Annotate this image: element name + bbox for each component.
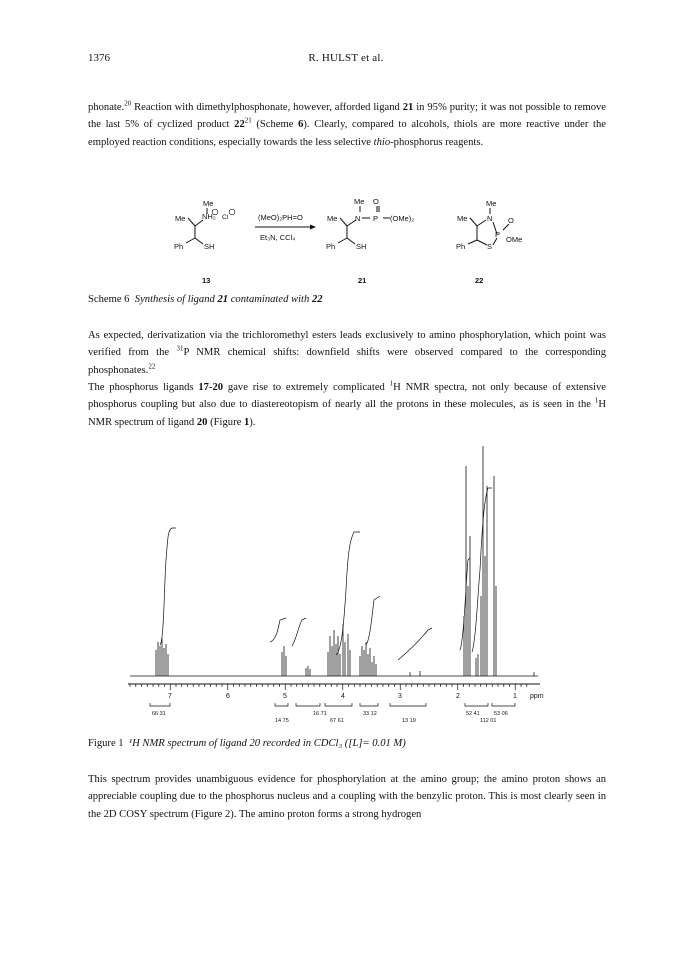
compound-13-label: 13 bbox=[202, 276, 211, 285]
n-label: N bbox=[355, 214, 361, 223]
sh-label: SH bbox=[204, 242, 215, 251]
me-label: Me bbox=[486, 199, 497, 208]
axis-unit: ppm bbox=[530, 693, 544, 700]
compound-21-label: 21 bbox=[358, 276, 367, 285]
integral-value: 52 41 bbox=[466, 711, 480, 717]
o-label: O bbox=[373, 197, 379, 206]
tick-label-4: 4 bbox=[341, 693, 345, 700]
ph-label: Ph bbox=[326, 242, 336, 251]
minus-charge-icon bbox=[229, 209, 235, 215]
scheme-caption: Scheme 6 Synthesis of ligand 21 contaminated with 22 bbox=[88, 294, 323, 305]
cl-label: Cl bbox=[222, 214, 229, 221]
ph-label: Ph bbox=[174, 242, 184, 251]
paragraph-3: The phosphorus ligands 17-20 gave rise to extremely complicated $^1$H NMR spectra, not only because of extensive phosphorus coupling but also due to diastereotopism of nearly all the protons in these molecules, as is seen in the $^1$H NMR spectrum of ligand 20 (Figure 1). bbox=[88, 379, 606, 428]
scheme-6-diagram bbox=[150, 196, 550, 292]
paragraph-4: This spectrum provides unambiguous evidence for phosphorylation at the amino group; the amino proton shows an appreciable coupling due to the phosphorus nucleus and a coupling with the benzylic proton. This is most clearly seen in the 2D COSY spectrum (Figure 2). The amino proton forms a strong hydrogen bbox=[88, 774, 606, 820]
integral-value: 16 71 bbox=[313, 711, 327, 717]
reagent-bottom: Et₃N, CCl₄ bbox=[260, 233, 296, 242]
integral-value: 33 12 bbox=[363, 711, 377, 717]
p-label: P bbox=[495, 230, 501, 239]
integral-value: 13 19 bbox=[402, 718, 416, 724]
me-label: Me bbox=[203, 199, 214, 208]
s-label: S bbox=[487, 242, 493, 251]
nh2-label: NH₂ bbox=[202, 212, 216, 221]
running-head: R. HULST et al. bbox=[308, 52, 384, 64]
page-number: 1376 bbox=[88, 52, 110, 64]
me-label: Me bbox=[327, 214, 338, 223]
paragraph-2: As expected, derivatization via the trichloromethyl esters leads exclusively to amino phosphorylation, which point was verified from the $^{31}$P NMR chemical shifts: downfield shifts were observed compared to the corresponding phosphonates.$^{22}$ bbox=[88, 330, 607, 376]
integral-value: 53 06 bbox=[494, 711, 508, 717]
integral-curves bbox=[160, 488, 492, 660]
ome-label: OMe bbox=[506, 235, 523, 244]
integral-value: 14 75 bbox=[275, 718, 289, 724]
integral-value: 112 01 bbox=[480, 718, 497, 724]
axis-ticks bbox=[130, 684, 527, 690]
figure-caption: Figure 1 ¹H NMR spectrum of ligand 20 recorded in CDCl₃ ([L]= 0.01 M) bbox=[88, 738, 406, 749]
me-label: Me bbox=[175, 214, 186, 223]
me-label: Me bbox=[457, 214, 468, 223]
me-label: Me bbox=[354, 197, 365, 206]
integral-brackets bbox=[150, 703, 515, 706]
ome2-label: (OMe)₂ bbox=[390, 214, 415, 223]
integral-value: 66 31 bbox=[152, 711, 166, 717]
tick-label-1: 1 bbox=[513, 693, 517, 700]
tick-label-2: 2 bbox=[456, 693, 460, 700]
reagent-top: (MeO)₂PH=O bbox=[258, 213, 303, 222]
tick-label-3: 3 bbox=[398, 693, 402, 700]
n-label: N bbox=[487, 214, 493, 223]
o-label: O bbox=[508, 216, 514, 225]
sh-label: SH bbox=[356, 242, 367, 251]
nmr-spectrum bbox=[120, 440, 550, 730]
tick-label-5: 5 bbox=[283, 693, 287, 700]
tick-label-7: 7 bbox=[168, 693, 172, 700]
tick-label-6: 6 bbox=[226, 693, 230, 700]
spectrum-peaks bbox=[156, 446, 534, 676]
ph-label: Ph bbox=[456, 242, 466, 251]
paragraph-1: phonate.$^{20}$ Reaction with dimethylphosphonate, however, afforded ligand 21 in 95% purity; it was not possible to remove the last 5% of cyclized product $22^{21}$ (Scheme 6). Clearly, compared to alcohols, thiols are more reactive under the employed reaction conditions, especially towards the less selective thio-phosphorus reagents. bbox=[88, 99, 607, 148]
p-label: P bbox=[373, 214, 379, 223]
compound-22-label: 22 bbox=[475, 276, 484, 285]
integral-value: 67 61 bbox=[330, 718, 344, 724]
